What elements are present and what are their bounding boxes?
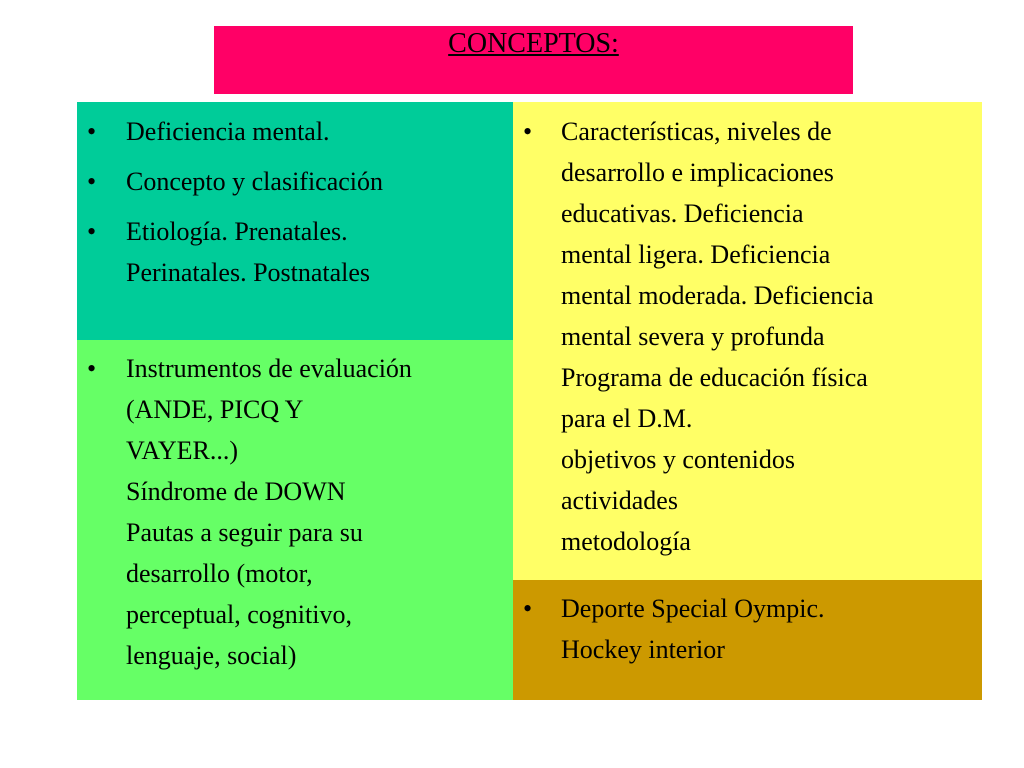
- item-text: desarrollo e implicaciones: [561, 158, 834, 187]
- title-banner: [214, 26, 853, 94]
- item-text: mental moderada. Deficiencia: [561, 281, 874, 310]
- item-text: metodología: [561, 527, 691, 556]
- list-item: [77, 211, 513, 293]
- panel-definitions: [77, 102, 513, 340]
- item-text: Etiología. Prenatales.: [126, 217, 348, 246]
- item-text: Programa de educación física: [561, 363, 868, 392]
- bullet-list: [513, 102, 982, 562]
- list-item: [77, 111, 513, 152]
- item-text: VAYER...): [126, 436, 238, 465]
- item-text: desarrollo (motor,: [126, 559, 313, 588]
- item-text: Características, niveles de: [561, 117, 832, 146]
- bullet-icon: •: [87, 217, 97, 246]
- item-text: Concepto y clasificación: [126, 167, 384, 196]
- item-text: Pautas a seguir para su: [126, 518, 363, 547]
- item-text: Instrumentos de evaluación: [126, 354, 412, 383]
- item-text: mental ligera. Deficiencia: [561, 240, 831, 269]
- item-text: para el D.M.: [561, 404, 693, 433]
- panel-sports: [513, 580, 982, 700]
- panel-characteristics: [513, 102, 982, 580]
- item-text: objetivos y contenidos: [561, 445, 795, 474]
- list-item: [513, 588, 982, 670]
- item-text: (ANDE, PICQ Y: [126, 395, 304, 424]
- bullet-list: [513, 580, 982, 670]
- item-text: Síndrome de DOWN: [126, 477, 346, 506]
- bullet-icon: •: [87, 167, 97, 196]
- bullet-icon: •: [523, 117, 533, 146]
- list-item: [77, 348, 513, 676]
- bullet-icon: •: [87, 117, 97, 146]
- item-text: Deporte Special Oympic.: [561, 594, 825, 623]
- item-text: educativas. Deficiencia: [561, 199, 804, 228]
- item-text: mental severa y profunda: [561, 322, 825, 351]
- item-text: perceptual, cognitivo,: [126, 600, 352, 629]
- list-item: [513, 111, 982, 562]
- bullet-list: [77, 102, 513, 293]
- bullet-list: [77, 340, 513, 676]
- bullet-icon: •: [87, 354, 97, 383]
- item-text: Deficiencia mental.: [126, 117, 330, 146]
- item-text: actividades: [561, 486, 678, 515]
- item-text: Hockey interior: [561, 635, 725, 664]
- panel-evaluation: [77, 340, 513, 700]
- item-text: lenguaje, social): [126, 641, 297, 670]
- page-title: CONCEPTOS:: [448, 28, 619, 59]
- list-item: [77, 161, 513, 202]
- item-text: Perinatales. Postnatales: [126, 258, 371, 287]
- bullet-icon: •: [523, 594, 533, 623]
